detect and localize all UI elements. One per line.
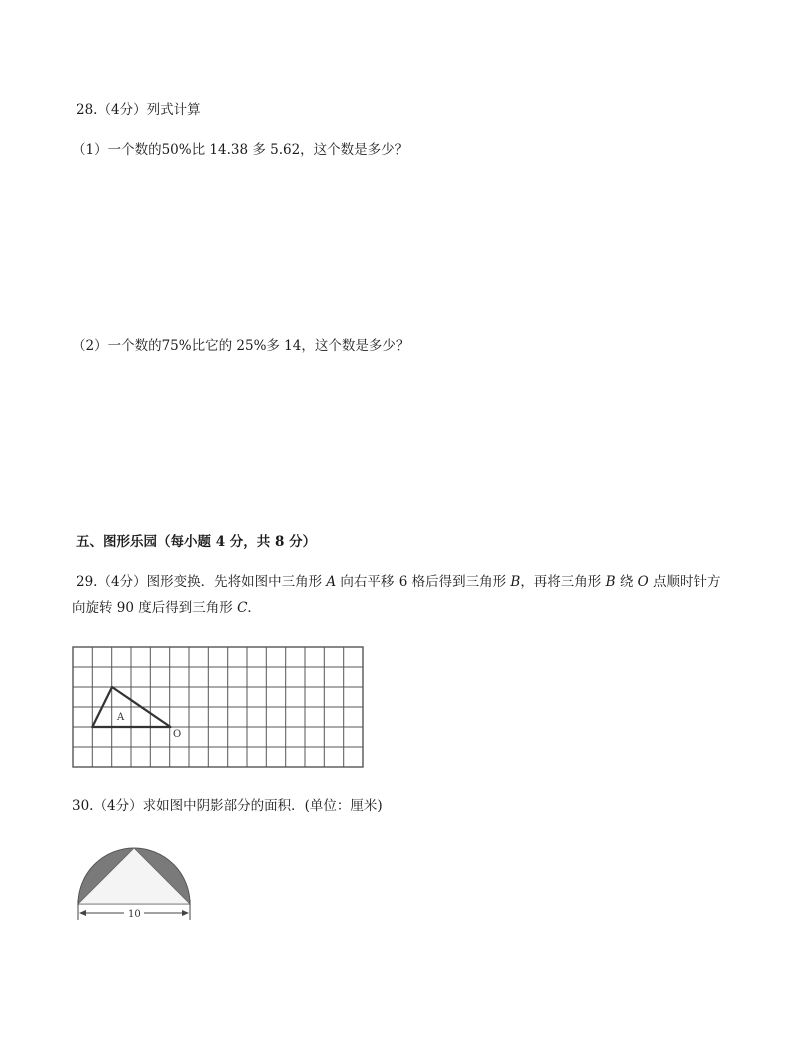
q29-text-a: 图形变换．先将如图中三角形 xyxy=(146,574,327,590)
grid-figure xyxy=(72,646,366,770)
section-heading: 五、图形乐园（每小题 4 分，共 8 分） xyxy=(76,534,317,550)
q29-line2-a: 向旋转 90 度后得到三角形 xyxy=(72,600,238,616)
q28-sub2: （2）一个数的75%比它的 25%多 14，这个数是多少？ xyxy=(72,338,410,354)
q30-points: （4分） xyxy=(93,798,143,814)
diameter-label: 10 xyxy=(128,909,141,920)
right-arrowhead xyxy=(182,910,189,916)
q29-points: （4分） xyxy=(97,574,147,590)
q29-line1 xyxy=(76,573,721,591)
q28-number: 28. xyxy=(76,102,98,118)
q29-text-c: ，再将三角形 xyxy=(520,574,606,590)
q30-number: 30. xyxy=(72,798,94,814)
q29-text-e: 点顺时针方 xyxy=(648,574,721,590)
q29-line2-b: ． xyxy=(247,600,261,616)
q29-text-d: 绕 xyxy=(615,574,638,590)
q29-var-a: A xyxy=(326,574,337,590)
q29-var-b: B xyxy=(510,574,521,590)
triangle-a-label: A xyxy=(117,712,125,723)
q28-sub1: （1）一个数的50%比 14.38 多 5.62，这个数是多少？ xyxy=(72,142,409,158)
q29-var-b2: B xyxy=(605,574,616,590)
q29-text-b: 向右平移 6 格后得到三角形 xyxy=(336,574,511,590)
q29-var-c: C xyxy=(237,600,248,616)
q28-heading xyxy=(76,101,201,119)
q28-points: （4分） xyxy=(97,102,147,118)
q30-line xyxy=(72,797,383,815)
q29-line2 xyxy=(72,599,261,617)
pivot-o-label: O xyxy=(173,729,182,740)
q29-var-o: O xyxy=(637,574,649,590)
q30-text: 求如图中阴影部分的面积．(单位：厘米) xyxy=(142,798,383,814)
semicircle-figure xyxy=(74,840,198,924)
q29-number: 29. xyxy=(76,574,98,590)
q28-title: 列式计算 xyxy=(146,102,201,118)
grid-lines xyxy=(73,647,363,767)
left-arrowhead xyxy=(79,910,86,916)
